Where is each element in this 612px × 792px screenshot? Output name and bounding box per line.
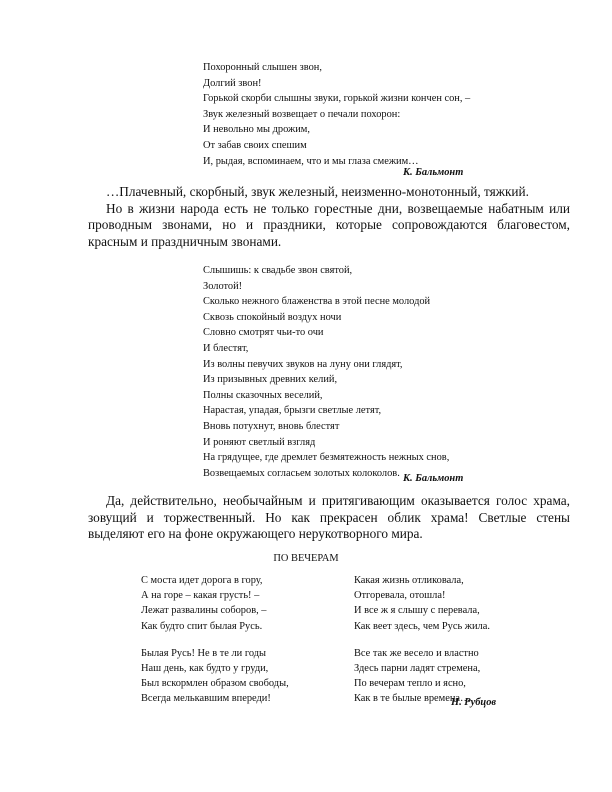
poem-line: И все ж я слышу с перевала, bbox=[354, 605, 480, 617]
poem-line: Лежат развалины соборов, – bbox=[141, 605, 267, 617]
poem-line: Из призывных древних келий, bbox=[203, 374, 338, 386]
poem-column-right bbox=[354, 573, 490, 707]
poem-title: ПО ВЕЧЕРАМ bbox=[273, 553, 339, 564]
poem-line: Сквозь спокойный воздух ночи bbox=[203, 311, 342, 323]
poem-line: Нарастая, упадая, брызги светлые летят, bbox=[203, 405, 382, 417]
poem-line: Все так же весело и властно bbox=[354, 647, 479, 659]
poem-line: Наш день, как будто у груди, bbox=[141, 663, 269, 675]
poem-balmont-funeral-bells bbox=[203, 60, 470, 169]
poem-line: И роняют светлый взгляд bbox=[203, 436, 316, 448]
poem-line: Вновь потухнут, вновь блестят bbox=[203, 420, 340, 432]
poem-line: А на горе – какая грусть! – bbox=[141, 590, 260, 602]
poem-line: Из волны певучих звуков на луну они глядят, bbox=[203, 358, 403, 370]
poem-line: И, рыдая, вспоминаем, что и мы глаза смежим… bbox=[203, 155, 419, 167]
poem-line: Как в те былые времена… bbox=[354, 693, 471, 705]
poem-line: Полны сказочных веселий, bbox=[203, 389, 323, 401]
poem-line: Былая Русь! Не в те ли годы bbox=[141, 647, 266, 659]
stanza-gap bbox=[141, 634, 289, 646]
poem-line: По вечерам тепло и ясно, bbox=[354, 678, 466, 690]
poem-line: С моста идет дорога в гору, bbox=[141, 575, 263, 586]
poem-line: От забав своих спешим bbox=[203, 139, 307, 151]
poem-line: На грядущее, где дремлет безмятежность нежных снов, bbox=[203, 452, 450, 464]
poem-line: Горькой скорби слышны звуки, горькой жизни кончен сон, – bbox=[203, 93, 471, 105]
poem-balmont-wedding-bells bbox=[203, 263, 449, 481]
paragraph: …Плачевный, скорбный, звук железный, неизменно-монотонный, тяжкий. bbox=[106, 184, 529, 199]
poem-line: Здесь парни ладят стремена, bbox=[354, 663, 481, 675]
poem-line: Всегда мелькавшим впереди! bbox=[141, 693, 271, 705]
poem-line: Как будто спит былая Русь. bbox=[141, 620, 263, 632]
poem-line: Словно смотрят чьи-то очи bbox=[203, 327, 324, 339]
poem-line: Слышишь: к свадьбе звон святой, bbox=[203, 265, 353, 276]
poem-author: К. Бальмонт bbox=[403, 167, 464, 178]
prose-block bbox=[88, 184, 570, 250]
stanza-gap bbox=[354, 634, 490, 646]
poem-line: Золотой! bbox=[203, 280, 243, 292]
poem-line: Отгоревала, отошла! bbox=[354, 590, 446, 602]
poem-line: Возвещаемых согласьем золотых колоколов. bbox=[203, 467, 400, 479]
paragraph: Да, действительно, необычайным и притягивающим оказывается голос храма, зовущий и торжественный. Но как прекрасен облик храма! Светлые стены выделяют его на фоне окружающего нерукотворного мира. bbox=[88, 493, 570, 542]
poem-line: Сколько нежного блаженства в этой песне молодой bbox=[203, 296, 431, 308]
poem-line: Похоронный слышен звон, bbox=[203, 62, 322, 73]
poem-line: Какая жизнь отликовала, bbox=[354, 575, 464, 586]
poem-column-left bbox=[141, 573, 289, 707]
poem-author: К. Бальмонт bbox=[403, 473, 464, 484]
paragraph: Но в жизни народа есть не только горестные дни, возвещаемые набатным или проводным звонами, но и праздники, которые сопровождаются благовестом, красным и праздничным звонами. bbox=[88, 200, 570, 249]
poem-line: Долгий звон! bbox=[203, 77, 262, 89]
poem-line: И невольно мы дрожим, bbox=[203, 124, 310, 136]
poem-line: Был вскормлен образом свободы, bbox=[141, 678, 289, 690]
prose-block bbox=[88, 493, 570, 543]
poem-line: И блестят, bbox=[203, 342, 249, 354]
poem-author: Н. Рубцов bbox=[451, 697, 497, 708]
poem-line: Как веет здесь, чем Русь жила. bbox=[354, 620, 490, 632]
poem-line: Звук железный возвещает о печали похорон: bbox=[203, 108, 401, 120]
